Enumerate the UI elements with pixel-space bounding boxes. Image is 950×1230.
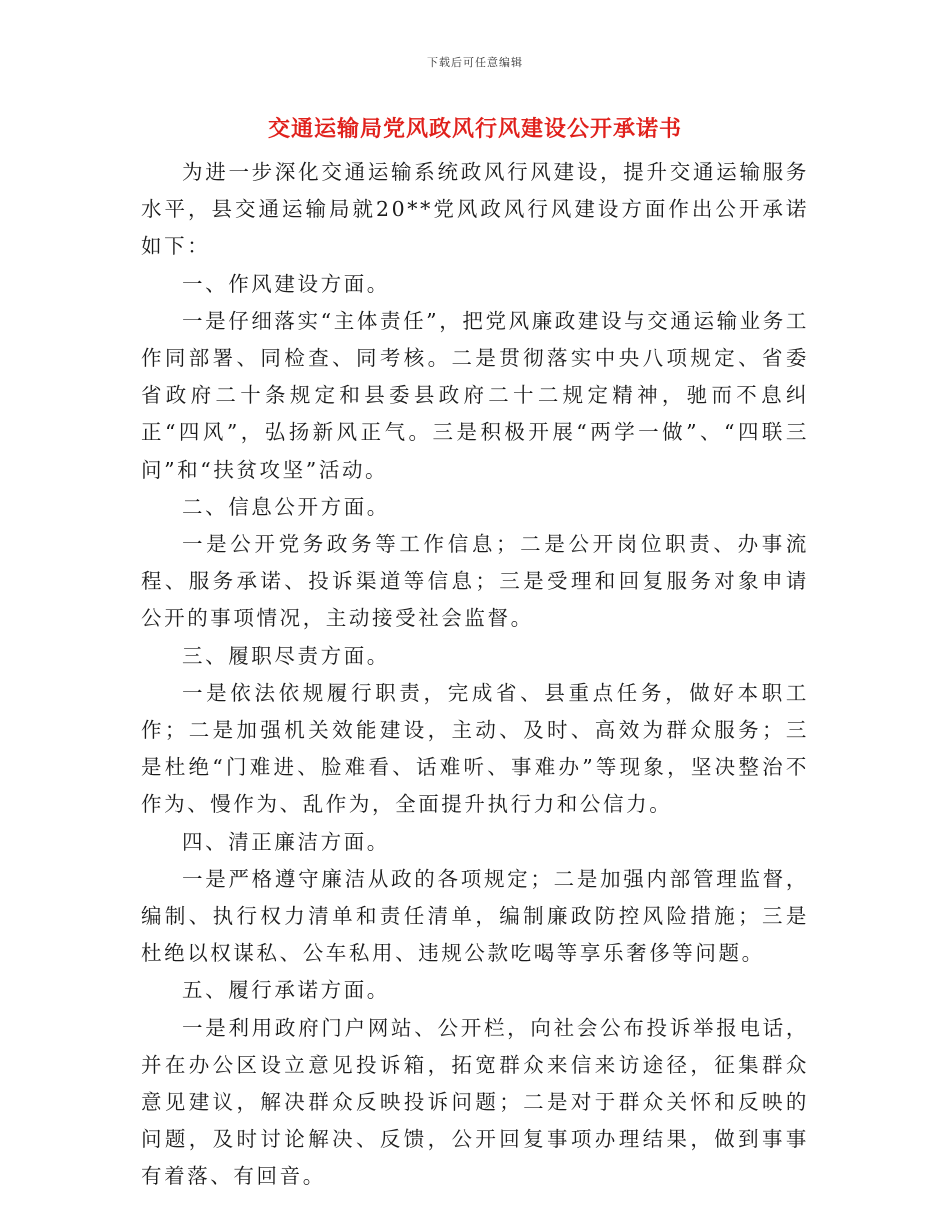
document-title: 交通运输局党风政风行风建设公开承诺书 — [267, 116, 682, 142]
section-heading-duty-performance: 三、履职尽责方面。 — [182, 643, 390, 668]
commitment-paragraph: 一是利用政府门户网站、公开栏，向社会公布投诉举报电话，并在办公区设立意见投诉箱，拓宽群众来信来访途径，征集群众意见建议，解决群众反映投诉问题；二是对于群众关怀和反映的问题，及时讨论解决、反馈，公开回复事项办理结果，做到事事有着落、有回音。 — [141, 1015, 809, 1189]
header-note: 下载后可任意编辑 — [427, 56, 523, 69]
intro-paragraph: 为进一步深化交通运输系统政风行风建设，提升交通运输服务水平，县交通运输局就20**党风政风行风建设方面作出公开承诺如下： — [141, 160, 809, 259]
work-style-paragraph: 一是仔细落实“主体责任”，把党风廉政建设与交通运输业务工作同部署、同检查、同考核。二是贯彻落实中央八项规定、省委省政府二十条规定和县委县政府二十二规定精神，驰而不息纠正“四风”，弘扬新风正气。三是积极开展“两学一做”、“四联三问”和“扶贫攻坚”活动。 — [141, 308, 809, 482]
document-body — [141, 154, 809, 1196]
section-heading-commitment: 五、履行承诺方面。 — [182, 978, 390, 1003]
integrity-paragraph: 一是严格遵守廉洁从政的各项规定；二是加强内部管理监督，编制、执行权力清单和责任清单，编制廉政防控风险措施；三是杜绝以权谋私、公车私用、违规公款吃喝等享乐奢侈等问题。 — [141, 866, 809, 966]
duty-performance-paragraph: 一是依法依规履行职责，完成省、县重点任务，做好本职工作；二是加强机关效能建设，主动、及时、高效为群众服务；三是杜绝“门难进、脸难看、话难听、事难办”等现象，坚决整治不作为、慢作为、乱作为，全面提升执行力和公信力。 — [141, 680, 809, 817]
section-heading-work-style: 一、作风建设方面。 — [182, 271, 390, 296]
section-heading-information-disclosure: 二、信息公开方面。 — [182, 494, 390, 519]
information-disclosure-paragraph: 一是公开党务政务等工作信息；二是公开岗位职责、办事流程、服务承诺、投诉渠道等信息；三是受理和回复服务对象申请公开的事项情况，主动接受社会监督。 — [141, 532, 809, 631]
section-heading-integrity: 四、清正廉洁方面。 — [182, 829, 390, 854]
